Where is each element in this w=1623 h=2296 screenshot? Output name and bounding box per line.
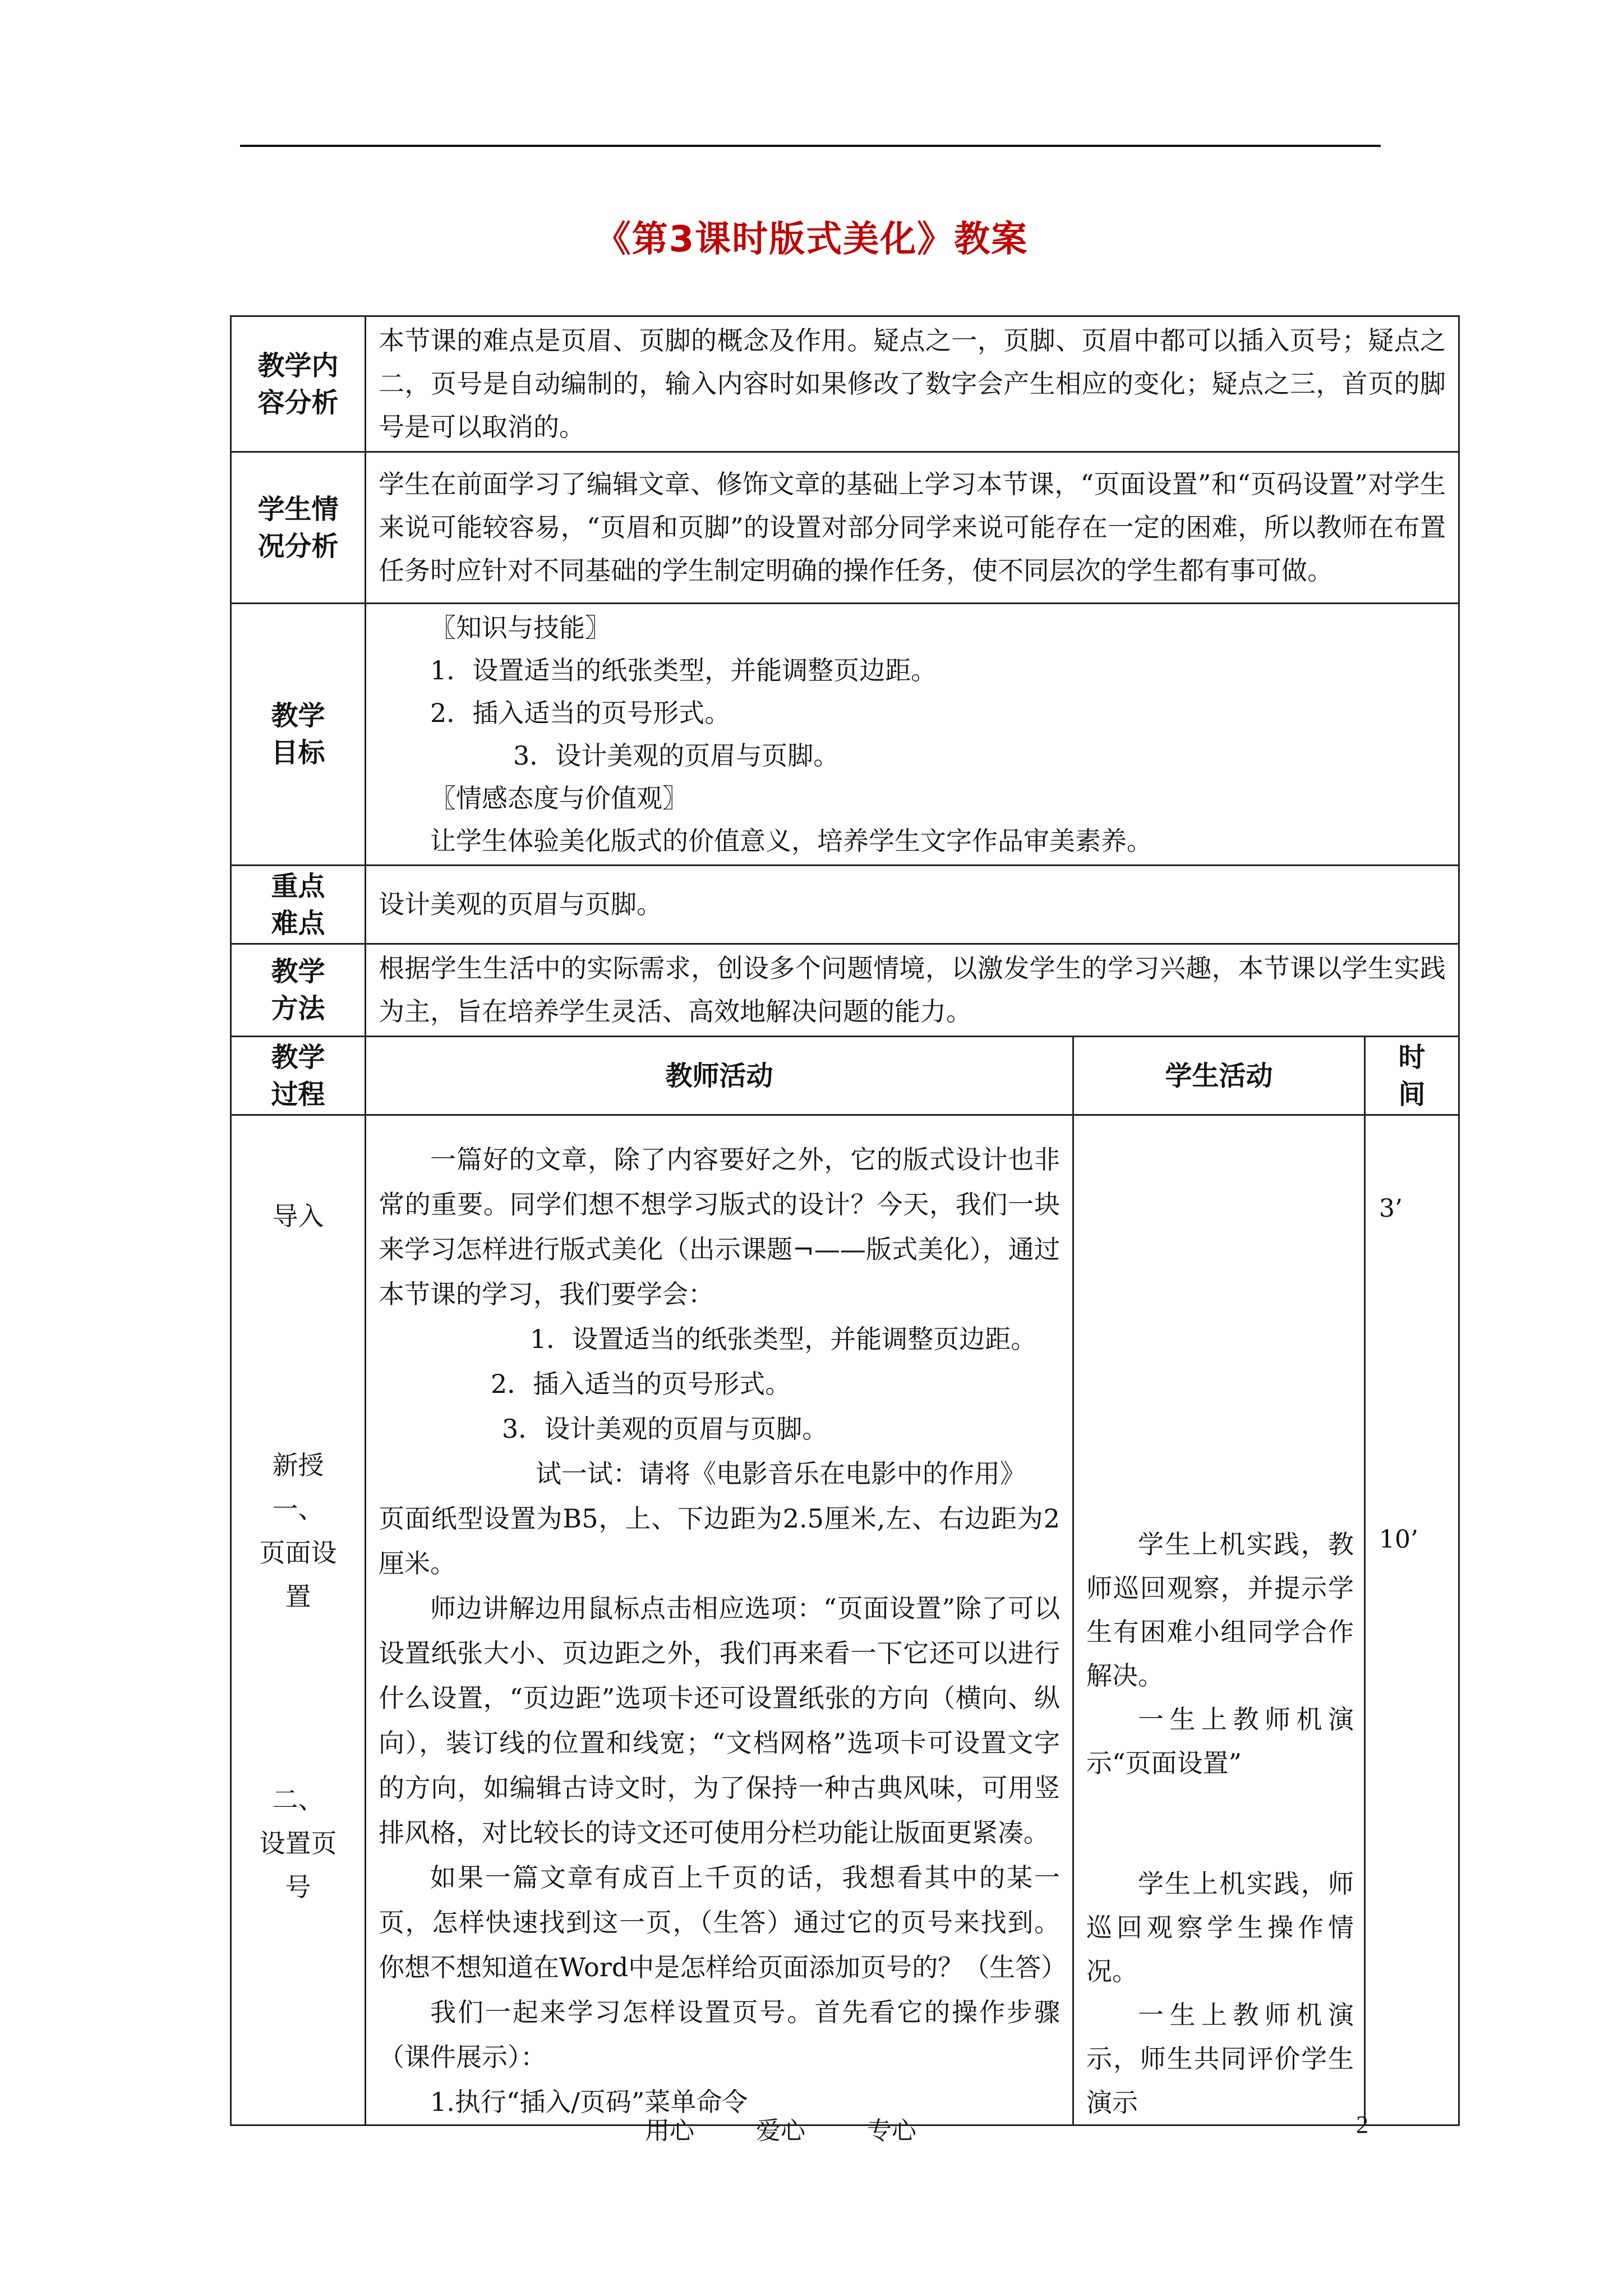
teacher-paragraph-page-setup: 师边讲解边用鼠标点击相应选项：“页面设置”除了可以设置纸张大小、页边距之外，我们再来看一下它还可以进行什么设置，“页边距”选项卡还可设置纸张的方向（横向、纵向），装订线的位置和线宽；“文档网格”选项卡可设置文字的方向，如编辑古诗文时，为了保持一种古典风味，可用竖排风格，对比较长的诗文还可使用分栏功能让版面更紧凑。	[379, 1593, 1060, 1848]
row-key-points	[231, 866, 1459, 944]
student-activity-content	[1073, 1115, 1365, 2125]
method-text: 根据学生生活中的实际需求，创设多个问题情境，以激发学生的学习兴趣，本节课以学生实践为主，旨在培养学生灵活、高效地解决问题的能力。	[366, 944, 1459, 1037]
row-process-body	[231, 1115, 1459, 2125]
student-practice-2: 学生上机实践，师巡回观察学生操作情况。	[1086, 1869, 1354, 1986]
teacher-paragraph-steps: 我们一起来学习怎样设置页号。首先看它的操作步骤（课件展示）：	[379, 1997, 1060, 2072]
time-column	[1365, 1115, 1459, 2125]
teacher-paragraph-page-number-intro: 如果一篇文章有成百上千页的话，我想看其中的某一页，怎样快速找到这一页，（生答）通过它的页号来找到。你想不想知道在Word中是怎样给页面添加页号的？（生答）	[379, 1862, 1067, 1982]
header-time: 时 间	[1365, 1037, 1459, 1115]
row-objectives	[231, 604, 1459, 866]
student-demo-1: 一生上教师机演示“页面设置”	[1086, 1704, 1354, 1778]
time-new: 10’	[1379, 1525, 1418, 1554]
row-content-analysis	[231, 316, 1459, 452]
row-process-header	[231, 1037, 1459, 1115]
content-analysis-text: 本节课的难点是页眉、页脚的概念及作用。疑点之一，页脚、页眉中都可以插入页号；疑点之二，页号是自动编制的，输入内容时如果修改了数字会产生相应的变化；疑点之三，首页的脚号是可以取消的。	[366, 316, 1459, 452]
document-title: 《第3课时版式美化》教案	[594, 219, 1029, 260]
teacher-goal-3: 3．设计美观的页眉与页脚。	[502, 1414, 828, 1444]
student-activity-group-2	[1086, 1862, 1354, 2124]
stage-two-line2: 设置页	[259, 1828, 337, 1858]
student-analysis-text: 学生在前面学习了编辑文章、修饰文章的基础上学习本节课，“页面设置”和“页码设置”对学生来说可能较容易，“页眉和页脚”的设置对部分同学来说可能存在一定的困难，所以教师在布置任务时应针对不同基础的学生制定明确的操作任务，使不同层次的学生都有事可做。	[366, 452, 1459, 604]
teacher-goal-1: 1．设置适当的纸张类型，并能调整页边距。	[530, 1324, 1037, 1354]
stage-two-line3: 号	[285, 1872, 311, 1902]
student-practice-1: 学生上机实践，教师巡回观察，并提示学生有困难小组同学合作解决。	[1086, 1529, 1354, 1691]
teacher-activity-content	[366, 1115, 1073, 2125]
page-number: 2	[1356, 2111, 1368, 2138]
student-demo-2: 一生上教师机演示，师生共同评价学生演示	[1086, 2000, 1354, 2118]
teacher-goal-2: 2．插入适当的页号形式。	[491, 1369, 791, 1399]
label-process: 教学 过程	[231, 1037, 366, 1115]
label-method: 教学 方法	[231, 944, 366, 1037]
knowledge-heading: 〖知识与技能〗	[430, 613, 611, 643]
row-student-analysis	[231, 452, 1459, 604]
header-student-activity: 学生活动	[1073, 1037, 1365, 1115]
student-activity-group-1	[1086, 1522, 1354, 1785]
footer-word-1: 用心	[645, 2116, 694, 2145]
key-points-text: 设计美观的页眉与页脚。	[366, 866, 1459, 944]
label-objectives: 教学 目标	[231, 604, 366, 866]
header-rule	[240, 145, 1381, 147]
teacher-paragraph-page-size: 页面纸型设置为B5，上、下边距为2.5厘米,左、右边距为2厘米。	[379, 1503, 1060, 1579]
stage-new-line1: 新授	[272, 1450, 324, 1480]
row-method	[231, 944, 1459, 1037]
time-intro: 3’	[1379, 1194, 1403, 1223]
label-student-analysis: 学生情况分析	[231, 452, 366, 604]
teacher-try-it: 试一试：请将《电影音乐在电影中的作用》	[536, 1458, 1026, 1489]
teacher-paragraph-intro: 一篇好的文章，除了内容要好之外，它的版式设计也非常的重要。同学们想不想学习版式的设计？今天，我们一块来学习怎样进行版式美化（出示课题¬——版式美化），通过本节课的学习，我们要学会：	[379, 1144, 1060, 1309]
stage-new-line3: 页面设	[259, 1538, 337, 1568]
emotion-text: 让学生体验美化版式的价值意义，培养学生文字作品审美素养。	[430, 826, 1152, 856]
stage-intro: 导入	[272, 1201, 324, 1231]
objective-item-3: 3．设计美观的页眉与页脚。	[513, 740, 840, 771]
stage-new-line4: 置	[285, 1581, 311, 1612]
process-stages	[231, 1115, 366, 2125]
footer-word-2: 爱心	[756, 2116, 805, 2145]
label-key-points: 重点 难点	[231, 866, 366, 944]
stage-new-line2: 一、	[272, 1494, 324, 1524]
objectives-text	[366, 604, 1459, 866]
header-teacher-activity: 教师活动	[366, 1037, 1073, 1115]
label-content-analysis: 教学内容分析	[231, 316, 366, 452]
lesson-plan-table	[230, 315, 1460, 2126]
objective-item-2: 2．插入适当的页号形式。	[430, 698, 731, 728]
footer-word-3: 专心	[867, 2116, 916, 2145]
emotion-heading: 〖情感态度与价值观〗	[430, 783, 688, 813]
objective-item-1: 1．设置适当的纸张类型，并能调整页边距。	[430, 655, 937, 685]
teacher-step-1: 1.执行“插入/页码”菜单命令	[430, 2087, 748, 2117]
stage-two-line1: 二、	[272, 1784, 324, 1815]
